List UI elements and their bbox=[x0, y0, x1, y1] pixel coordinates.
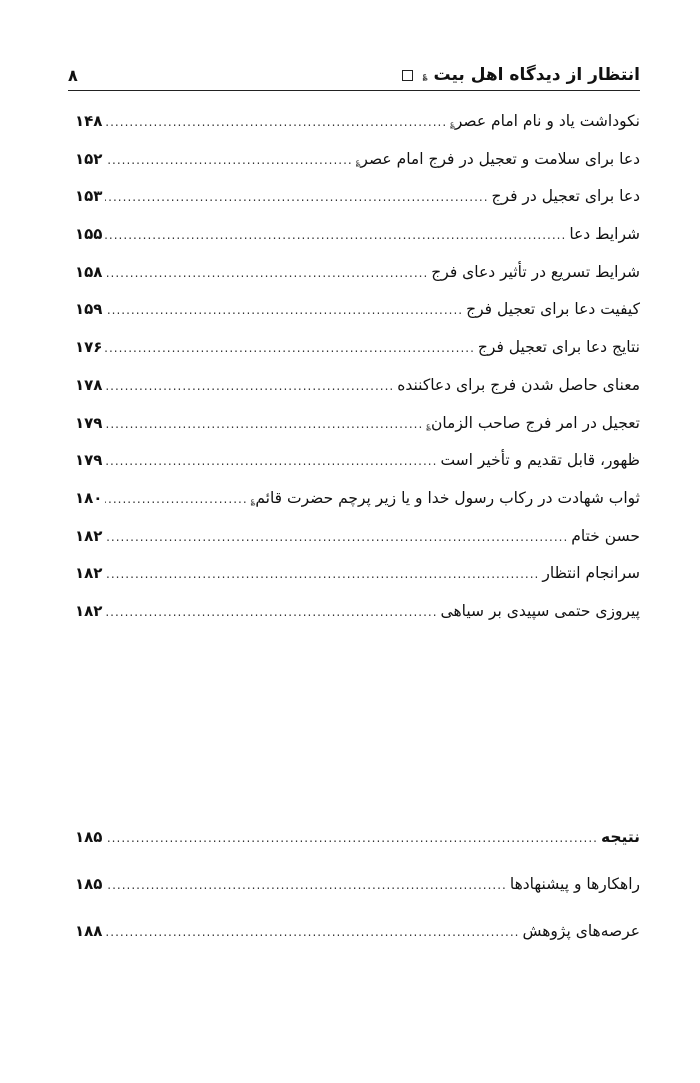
toc-entry[interactable] bbox=[75, 112, 640, 150]
dot-leader bbox=[105, 831, 597, 845]
dot-leader bbox=[105, 153, 352, 167]
toc-entry-page: ۱۷۹ bbox=[75, 413, 103, 432]
toc-entry[interactable] bbox=[75, 564, 640, 602]
dot-leader bbox=[105, 925, 519, 939]
toc-entry-title: شرایط دعا bbox=[569, 225, 640, 244]
toc-entry-title: نکوداشت یاد و نام امام عصر bbox=[454, 112, 640, 130]
toc-entry-page: ۱۵۳ bbox=[75, 187, 103, 206]
square-ornament-icon bbox=[402, 70, 413, 81]
toc-entry-title: عرصه‌های پژوهش bbox=[522, 922, 640, 940]
dot-leader bbox=[105, 341, 474, 355]
toc-entry-page: ۱۴۸ bbox=[75, 112, 103, 130]
dot-leader bbox=[105, 530, 568, 544]
toc-entry[interactable] bbox=[75, 602, 640, 640]
toc-entry[interactable] bbox=[75, 338, 640, 376]
toc-entry[interactable] bbox=[75, 527, 640, 565]
toc-entry[interactable] bbox=[75, 300, 640, 338]
toc-entry-page: ۱۵۵ bbox=[75, 225, 103, 244]
table-of-contents bbox=[75, 112, 640, 640]
toc-entry-title: نتیجه bbox=[600, 828, 640, 846]
toc-entry[interactable] bbox=[75, 922, 640, 969]
dot-leader bbox=[105, 417, 423, 431]
toc-entry-title: ثواب شهادت در رکاب رسول خدا و یا زیر پرچم حضرت قائم bbox=[255, 488, 640, 507]
toc-entry-title: کیفیت دعا برای تعجیل فرج bbox=[466, 300, 640, 319]
toc-entry-title: تعجیل در امر فرج صاحب الزمان bbox=[430, 413, 640, 432]
dot-leader bbox=[105, 878, 506, 892]
dot-leader bbox=[105, 492, 247, 506]
toc-entry-page: ۱۷۸ bbox=[75, 375, 103, 394]
toc-entry-title: دعا برای تعجیل در فرج bbox=[491, 187, 640, 206]
running-header bbox=[68, 60, 640, 91]
book-title: انتظار از دیدگاه اهل بیت bbox=[433, 65, 640, 85]
toc-entry[interactable] bbox=[75, 451, 640, 489]
honorific-mark: ؏ bbox=[426, 420, 431, 430]
running-title bbox=[402, 65, 640, 85]
toc-entry-page: ۱۸۲ bbox=[75, 526, 103, 545]
toc-entry-title: ظهور، قابل تقدیم و تأخیر است bbox=[440, 451, 640, 470]
toc-entry[interactable] bbox=[75, 376, 640, 414]
dot-leader bbox=[105, 228, 566, 242]
table-of-contents-conclusion bbox=[75, 828, 640, 969]
honorific-mark: ؏ bbox=[422, 70, 428, 80]
toc-entry-page: ۱۸۲ bbox=[75, 564, 103, 583]
toc-entry-page: ۱۷۶ bbox=[75, 338, 103, 357]
dot-leader bbox=[105, 379, 394, 393]
honorific-mark: ؏ bbox=[250, 495, 256, 505]
dot-leader bbox=[105, 115, 447, 129]
toc-entry-title: سرانجام انتظار bbox=[542, 564, 640, 583]
toc-entry-page: ۱۸۲ bbox=[75, 601, 103, 620]
toc-entry-title: راهکارها و پیشنهادها bbox=[509, 875, 640, 893]
toc-entry-page: ۱۸۵ bbox=[75, 828, 103, 846]
toc-entry-title: معنای حاصل شدن فرج برای دعاکننده bbox=[397, 375, 640, 394]
toc-entry-title: پیروزی حتمی سپیدی بر سیاهی bbox=[440, 601, 640, 620]
toc-entry[interactable] bbox=[75, 187, 640, 225]
toc-entry[interactable] bbox=[75, 225, 640, 263]
toc-entry[interactable] bbox=[75, 263, 640, 301]
toc-entry-page: ۱۵۲ bbox=[75, 149, 103, 168]
dot-leader bbox=[105, 266, 428, 280]
page-number: ۸ bbox=[68, 65, 78, 85]
dot-leader bbox=[105, 303, 463, 317]
toc-entry-title: شرایط تسریع در تأثیر دعای فرج bbox=[431, 262, 640, 281]
toc-entry-page: ۱۸۰ bbox=[75, 488, 103, 507]
dot-leader bbox=[105, 567, 539, 581]
dot-leader bbox=[105, 190, 488, 204]
toc-entry-page: ۱۷۹ bbox=[75, 451, 103, 470]
toc-entry-title: دعا برای سلامت و تعجیل در فرج امام عصر bbox=[360, 149, 640, 168]
toc-entry-page: ۱۵۹ bbox=[75, 300, 103, 319]
toc-entry-page: ۱۸۸ bbox=[75, 922, 103, 940]
toc-entry-page: ۱۵۸ bbox=[75, 262, 103, 281]
toc-entry-page: ۱۸۵ bbox=[75, 875, 103, 893]
toc-entry-title: نتایج دعا برای تعجیل فرج bbox=[477, 338, 640, 357]
toc-entry-title: حسن ختام bbox=[571, 526, 640, 545]
dot-leader bbox=[105, 605, 437, 619]
dot-leader bbox=[105, 454, 437, 468]
toc-entry[interactable] bbox=[75, 489, 640, 527]
toc-entry[interactable] bbox=[75, 414, 640, 452]
toc-entry[interactable] bbox=[75, 828, 640, 875]
honorific-mark: ؏ bbox=[355, 156, 361, 166]
toc-entry[interactable] bbox=[75, 875, 640, 922]
toc-entry[interactable] bbox=[75, 150, 640, 188]
honorific-mark: ؏ bbox=[450, 119, 455, 128]
